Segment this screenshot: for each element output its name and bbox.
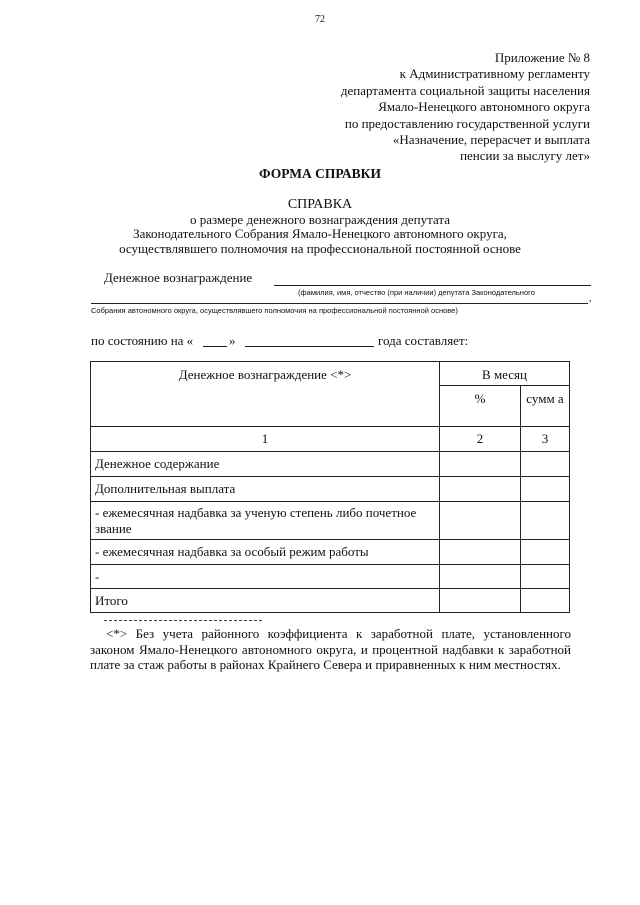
- percent-cell[interactable]: [440, 565, 521, 589]
- certificate-line: Законодательного Собрания Ямало-Ненецкого автономного округа,: [133, 226, 507, 241]
- amount-cell[interactable]: [521, 540, 570, 565]
- column-number: 2: [440, 427, 521, 452]
- amount-cell[interactable]: [521, 565, 570, 589]
- row-label: Дополнительная выплата: [91, 477, 440, 502]
- appendix-line: «Назначение, перерасчет и выплата: [392, 132, 590, 148]
- row-label: - ежемесячная надбавка за особый режим работы: [91, 540, 440, 565]
- appendix-line: Приложение № 8: [494, 50, 590, 65]
- footnote-separator: [104, 620, 262, 621]
- name-field-line-2[interactable]: [91, 303, 588, 304]
- appendix-line: по предоставлению государственной услуги: [344, 115, 590, 131]
- certificate-title: СПРАВКА: [287, 197, 353, 212]
- certificate-line: осуществлявшего полномочия на профессиональной постоянной основе: [119, 240, 521, 256]
- name-caption-2: Собрания автономного округа, осуществлявшего полномочия на профессиональной постоянной основе): [91, 306, 458, 315]
- month-year-field[interactable]: [245, 346, 374, 347]
- day-field[interactable]: [203, 346, 227, 347]
- certificate-heading: [0, 198, 640, 256]
- header-reward: Денежное вознаграждение <*>: [91, 362, 440, 427]
- appendix-line: департамента социальной защиты населения: [340, 82, 590, 98]
- footnote: <*> Без учета районного коэффициента к заработной плате, установленного законом Ямало-Ненецкого автономного округа, и процентной надбавки к заработной плате за стаж работы в районах Крайнего Севера и приравненных к ним местностях.: [90, 626, 571, 672]
- form-title: ФОРМА СПРАВКИ: [259, 166, 381, 181]
- table-header-row: [91, 362, 570, 386]
- header-per-month: В месяц: [440, 362, 570, 386]
- name-field-line[interactable]: [274, 285, 591, 286]
- table-row: [91, 540, 570, 565]
- amount-cell[interactable]: [521, 502, 570, 540]
- header-amount: сумм а: [521, 386, 570, 427]
- appendix-line: к Административному регламенту: [399, 66, 590, 82]
- date-suffix: года составляет:: [378, 333, 469, 348]
- table-row: [91, 502, 570, 540]
- percent-cell[interactable]: [440, 477, 521, 502]
- percent-cell[interactable]: [440, 502, 521, 540]
- appendix-header: [341, 50, 590, 165]
- row-label: -: [91, 565, 440, 589]
- column-number-row: [91, 427, 570, 452]
- column-number: 3: [521, 427, 570, 452]
- row-label: - ежемесячная надбавка за ученую степень либо почетное звание: [91, 502, 440, 540]
- appendix-line: Ямало-Ненецкого автономного округа: [378, 99, 590, 115]
- column-number: 1: [91, 427, 440, 452]
- appendix-line: пенсии за выслугу лет»: [460, 148, 590, 164]
- date-prefix: по состоянию на «: [91, 333, 194, 348]
- table-row: [91, 589, 570, 613]
- table-row: [91, 477, 570, 502]
- row-label: Итого: [91, 589, 440, 613]
- name-caption: (фамилия, имя, отчество (при наличии) депутата Законодательного: [298, 288, 535, 297]
- page-number: 72: [315, 14, 325, 25]
- header-percent: %: [440, 386, 521, 427]
- percent-cell[interactable]: [440, 452, 521, 477]
- amount-cell[interactable]: [521, 477, 570, 502]
- certificate-line: о размере денежного вознаграждения депутата: [189, 211, 451, 227]
- amount-cell[interactable]: [521, 589, 570, 613]
- date-mid: »: [229, 333, 236, 348]
- percent-cell[interactable]: [440, 540, 521, 565]
- table-row: [91, 452, 570, 477]
- reward-table: [90, 361, 570, 613]
- comma: ,: [589, 293, 592, 304]
- table-row: [91, 565, 570, 589]
- amount-cell[interactable]: [521, 452, 570, 477]
- row-label: Денежное содержание: [91, 452, 440, 477]
- reward-label: Денежное вознаграждение: [104, 270, 253, 285]
- percent-cell[interactable]: [440, 589, 521, 613]
